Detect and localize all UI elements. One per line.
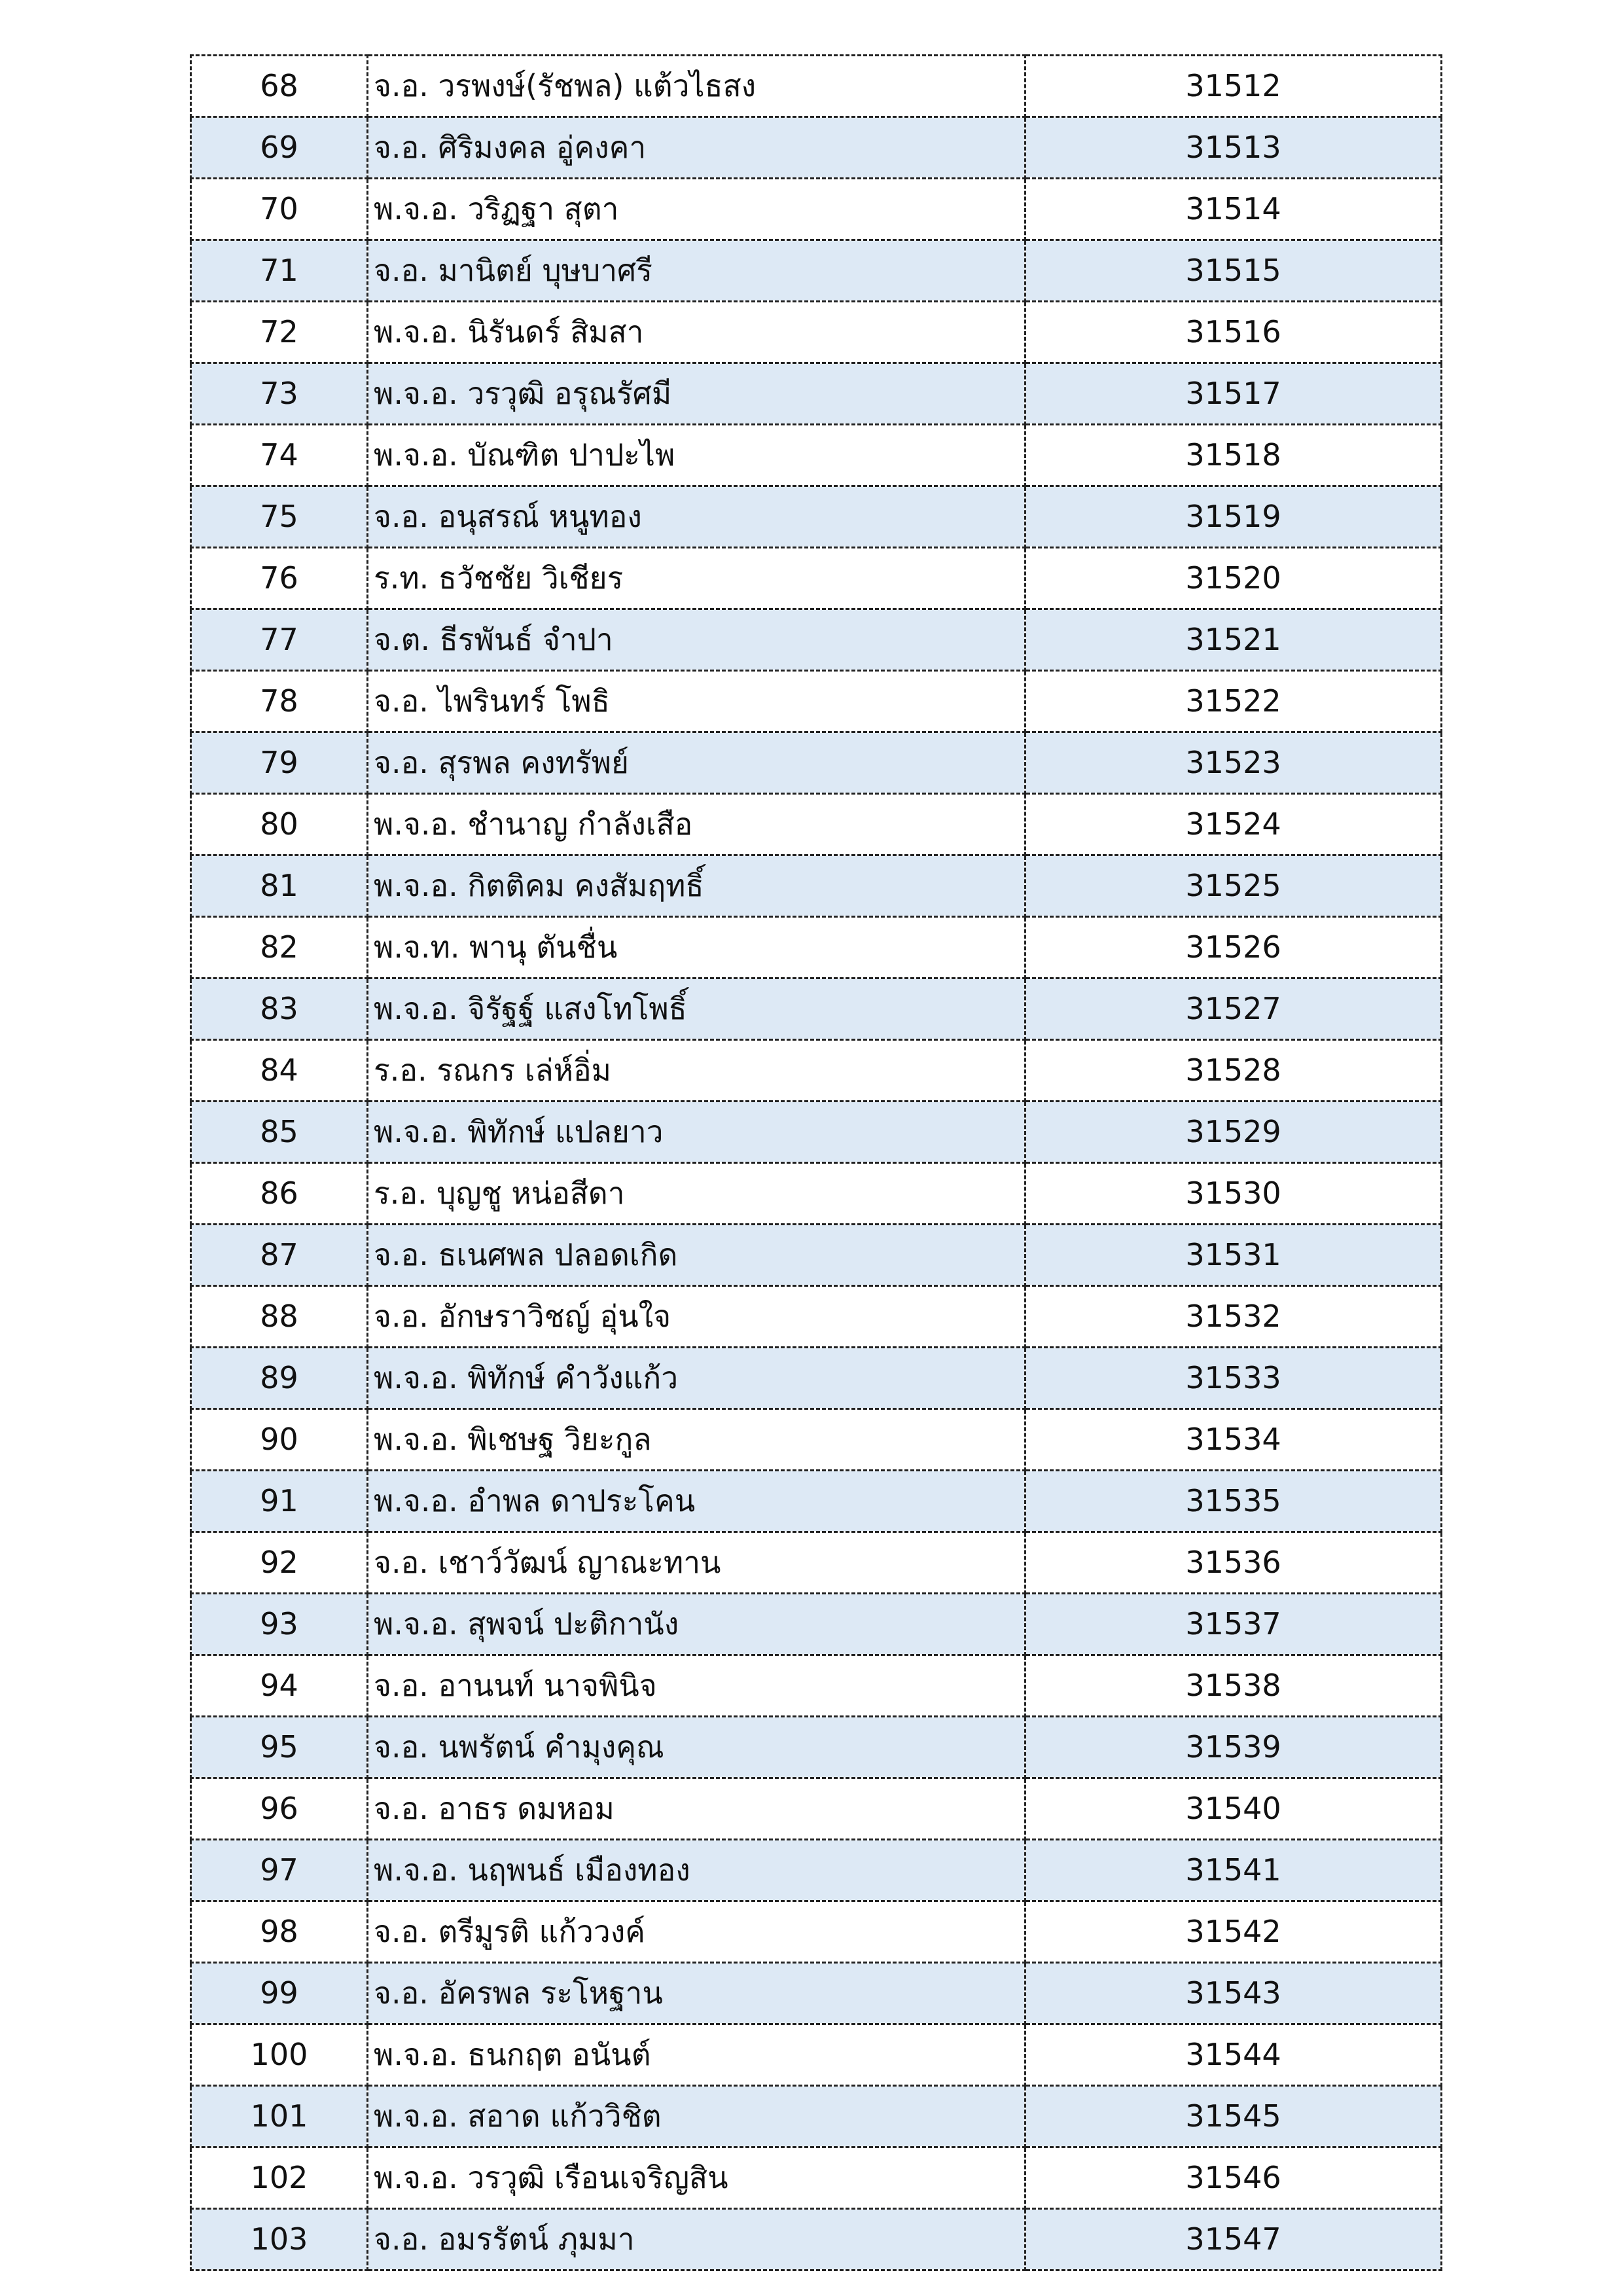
person-name-cell: จ.อ. ธเนศพล ปลอดเกิด (368, 1225, 1026, 1286)
roster-table-body (191, 56, 1442, 2270)
table-row (191, 1471, 1442, 1532)
row-number-cell: 79 (191, 732, 368, 794)
table-row (191, 2086, 1442, 2147)
person-name-cell: จ.ต. ธีรพันธ์ จำปา (368, 609, 1026, 671)
row-number-cell: 76 (191, 548, 368, 609)
person-name-cell: พ.จ.อ. พิทักษ์ คำวังแก้ว (368, 1348, 1026, 1409)
id-code-cell: 31526 (1026, 917, 1442, 978)
row-number-cell: 70 (191, 179, 368, 240)
id-code-cell: 31523 (1026, 732, 1442, 794)
table-row (191, 1594, 1442, 1655)
table-row (191, 179, 1442, 240)
person-name-cell: จ.อ. วรพงษ์(รัชพล) แต้วไธสง (368, 56, 1026, 117)
id-code-cell: 31536 (1026, 1532, 1442, 1594)
id-code-cell: 31525 (1026, 855, 1442, 917)
person-name-cell: พ.จ.อ. บัณฑิต ปาปะไพ (368, 425, 1026, 486)
table-row (191, 2209, 1442, 2270)
table-row (191, 2147, 1442, 2209)
person-name-cell: ร.ท. ธวัชชัย วิเชียร (368, 548, 1026, 609)
table-row (191, 609, 1442, 671)
table-row (191, 1286, 1442, 1348)
id-code-cell: 31520 (1026, 548, 1442, 609)
person-name-cell: พ.จ.อ. วรวุฒิ เรือนเจริญสิน (368, 2147, 1026, 2209)
id-code-cell: 31542 (1026, 1901, 1442, 1963)
id-code-cell: 31544 (1026, 2024, 1442, 2086)
id-code-cell: 31516 (1026, 302, 1442, 363)
row-number-cell: 97 (191, 1840, 368, 1901)
row-number-cell: 98 (191, 1901, 368, 1963)
row-number-cell: 73 (191, 363, 368, 425)
person-name-cell: พ.จ.อ. อำพล ดาประโคน (368, 1471, 1026, 1532)
row-number-cell: 101 (191, 2086, 368, 2147)
person-name-cell: พ.จ.อ. นิรันดร์ สิมสา (368, 302, 1026, 363)
person-name-cell: จ.อ. อักษราวิชญ์ อุ่นใจ (368, 1286, 1026, 1348)
row-number-cell: 100 (191, 2024, 368, 2086)
id-code-cell: 31524 (1026, 794, 1442, 855)
table-row (191, 794, 1442, 855)
person-name-cell: จ.อ. มานิตย์ บุษบาศรี (368, 240, 1026, 302)
table-row (191, 548, 1442, 609)
row-number-cell: 84 (191, 1040, 368, 1102)
table-row (191, 1532, 1442, 1594)
id-code-cell: 31512 (1026, 56, 1442, 117)
id-code-cell: 31517 (1026, 363, 1442, 425)
row-number-cell: 86 (191, 1163, 368, 1225)
person-name-cell: จ.อ. สุรพล คงทรัพย์ (368, 732, 1026, 794)
table-row (191, 56, 1442, 117)
table-row (191, 1225, 1442, 1286)
person-name-cell: จ.อ. อานนท์ นาจพินิจ (368, 1655, 1026, 1717)
row-number-cell: 80 (191, 794, 368, 855)
person-name-cell: จ.อ. ไพรินทร์ โพธิ (368, 671, 1026, 732)
id-code-cell: 31521 (1026, 609, 1442, 671)
id-code-cell: 31514 (1026, 179, 1442, 240)
table-row (191, 671, 1442, 732)
row-number-cell: 92 (191, 1532, 368, 1594)
id-code-cell: 31529 (1026, 1102, 1442, 1163)
person-name-cell: จ.อ. อมรรัตน์ ภุมมา (368, 2209, 1026, 2270)
person-name-cell: พ.จ.อ. วริฏฐา สุตา (368, 179, 1026, 240)
table-row (191, 425, 1442, 486)
row-number-cell: 85 (191, 1102, 368, 1163)
id-code-cell: 31527 (1026, 978, 1442, 1040)
id-code-cell: 31533 (1026, 1348, 1442, 1409)
row-number-cell: 87 (191, 1225, 368, 1286)
person-name-cell: จ.อ. อาธร ดมหอม (368, 1778, 1026, 1840)
table-row (191, 978, 1442, 1040)
row-number-cell: 88 (191, 1286, 368, 1348)
table-row (191, 486, 1442, 548)
row-number-cell: 83 (191, 978, 368, 1040)
table-row (191, 1409, 1442, 1471)
person-name-cell: ร.อ. บุญชู หน่อสีดา (368, 1163, 1026, 1225)
table-row (191, 1348, 1442, 1409)
person-name-cell: พ.จ.อ. ธนกฤต อนันต์ (368, 2024, 1026, 2086)
roster-table (190, 54, 1442, 2271)
person-name-cell: จ.อ. อัครพล ระโหฐาน (368, 1963, 1026, 2024)
row-number-cell: 77 (191, 609, 368, 671)
id-code-cell: 31543 (1026, 1963, 1442, 2024)
table-row (191, 117, 1442, 179)
id-code-cell: 31515 (1026, 240, 1442, 302)
id-code-cell: 31546 (1026, 2147, 1442, 2209)
table-row (191, 855, 1442, 917)
id-code-cell: 31538 (1026, 1655, 1442, 1717)
person-name-cell: จ.อ. นพรัตน์ คำมุงคุณ (368, 1717, 1026, 1778)
person-name-cell: จ.อ. ศิริมงคล อู่คงคา (368, 117, 1026, 179)
row-number-cell: 74 (191, 425, 368, 486)
id-code-cell: 31519 (1026, 486, 1442, 548)
id-code-cell: 31539 (1026, 1717, 1442, 1778)
row-number-cell: 90 (191, 1409, 368, 1471)
id-code-cell: 31540 (1026, 1778, 1442, 1840)
person-name-cell: พ.จ.อ. ชำนาญ กำลังเสือ (368, 794, 1026, 855)
row-number-cell: 94 (191, 1655, 368, 1717)
person-name-cell: พ.จ.อ. พิทักษ์ แปลยาว (368, 1102, 1026, 1163)
table-row (191, 1963, 1442, 2024)
table-row (191, 1901, 1442, 1963)
person-name-cell: พ.จ.อ. พิเชษฐ วิยะกูล (368, 1409, 1026, 1471)
person-name-cell: พ.จ.อ. จิรัฐฐ์ แสงโทโพธิ์ (368, 978, 1026, 1040)
row-number-cell: 78 (191, 671, 368, 732)
row-number-cell: 75 (191, 486, 368, 548)
person-name-cell: พ.จ.อ. กิตติคม คงสัมฤทธิ์ (368, 855, 1026, 917)
row-number-cell: 102 (191, 2147, 368, 2209)
id-code-cell: 31532 (1026, 1286, 1442, 1348)
id-code-cell: 31537 (1026, 1594, 1442, 1655)
id-code-cell: 31531 (1026, 1225, 1442, 1286)
row-number-cell: 89 (191, 1348, 368, 1409)
table-row (191, 2024, 1442, 2086)
row-number-cell: 81 (191, 855, 368, 917)
id-code-cell: 31535 (1026, 1471, 1442, 1532)
person-name-cell: จ.อ. ตรีมูรติ แก้ววงค์ (368, 1901, 1026, 1963)
table-row (191, 1778, 1442, 1840)
row-number-cell: 82 (191, 917, 368, 978)
row-number-cell: 68 (191, 56, 368, 117)
row-number-cell: 91 (191, 1471, 368, 1532)
id-code-cell: 31518 (1026, 425, 1442, 486)
person-name-cell: ร.อ. รณกร เล่ห์อิ่ม (368, 1040, 1026, 1102)
table-row (191, 1717, 1442, 1778)
person-name-cell: พ.จ.อ. สุพจน์ ปะติกานัง (368, 1594, 1026, 1655)
person-name-cell: พ.จ.อ. วรวุฒิ อรุณรัศมี (368, 363, 1026, 425)
person-name-cell: พ.จ.อ. นฤพนธ์ เมืองทอง (368, 1840, 1026, 1901)
person-name-cell: พ.จ.อ. สอาด แก้ววิชิต (368, 2086, 1026, 2147)
id-code-cell: 31528 (1026, 1040, 1442, 1102)
table-row (191, 1040, 1442, 1102)
table-row (191, 240, 1442, 302)
person-name-cell: จ.อ. เชาว์วัฒน์ ญาณะทาน (368, 1532, 1026, 1594)
id-code-cell: 31545 (1026, 2086, 1442, 2147)
row-number-cell: 71 (191, 240, 368, 302)
person-name-cell: พ.จ.ท. พานุ ตันชื่น (368, 917, 1026, 978)
table-row (191, 302, 1442, 363)
row-number-cell: 72 (191, 302, 368, 363)
id-code-cell: 31547 (1026, 2209, 1442, 2270)
id-code-cell: 31534 (1026, 1409, 1442, 1471)
table-row (191, 363, 1442, 425)
row-number-cell: 93 (191, 1594, 368, 1655)
table-row (191, 1102, 1442, 1163)
row-number-cell: 69 (191, 117, 368, 179)
table-row (191, 1840, 1442, 1901)
row-number-cell: 96 (191, 1778, 368, 1840)
row-number-cell: 95 (191, 1717, 368, 1778)
id-code-cell: 31541 (1026, 1840, 1442, 1901)
id-code-cell: 31522 (1026, 671, 1442, 732)
table-row (191, 732, 1442, 794)
row-number-cell: 103 (191, 2209, 368, 2270)
table-row (191, 917, 1442, 978)
id-code-cell: 31530 (1026, 1163, 1442, 1225)
id-code-cell: 31513 (1026, 117, 1442, 179)
table-row (191, 1163, 1442, 1225)
row-number-cell: 99 (191, 1963, 368, 2024)
person-name-cell: จ.อ. อนุสรณ์ หนูทอง (368, 486, 1026, 548)
table-row (191, 1655, 1442, 1717)
